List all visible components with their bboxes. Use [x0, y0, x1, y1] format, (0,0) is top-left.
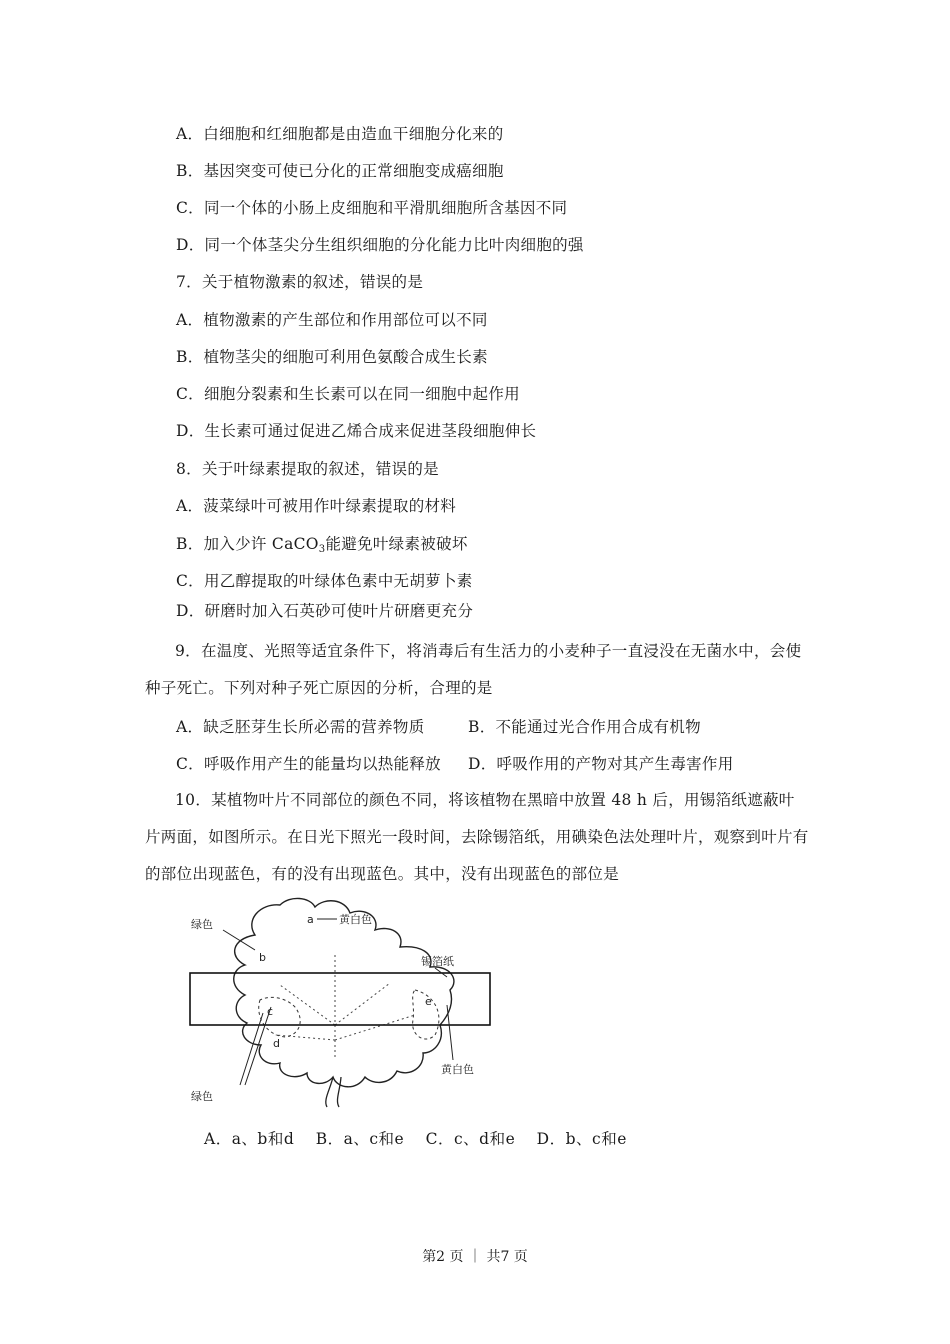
label-yellow-white-top: 黄白色	[339, 913, 372, 926]
q9-stem: 9．在温度、光照等适宜条件下，将消毒后有生活力的小麦种子一直浸没在无菌水中，会使种子死亡。下列对种子死亡原因的分析，合理的是	[145, 642, 802, 697]
label-yellow-white-right: 黄白色	[441, 1063, 474, 1076]
q7-stem: 7．关于植物激素的叙述，错误的是	[176, 273, 424, 291]
leaf-figure	[185, 895, 505, 1110]
q9-option-d: D．呼吸作用的产物对其产生毒害作用	[468, 755, 734, 773]
leaf-outline	[234, 898, 454, 1086]
q7-option-c: C．细胞分裂素和生长素可以在同一细胞中起作用	[176, 385, 520, 403]
q9-option-a: A．缺乏胚芽生长所必需的营养物质	[176, 718, 425, 736]
q8-option-d: D．研磨时加入石英砂可使叶片研磨更充分	[176, 602, 474, 620]
q6-option-d: D．同一个体茎尖分生组织细胞的分化能力比叶肉细胞的强	[176, 236, 584, 254]
q8-option-c: C．用乙醇提取的叶绿体色素中无胡萝卜素	[176, 572, 473, 590]
q10-options: A．a、b和d B．a、c和e C．c、d和e D．b、c和e	[204, 1130, 627, 1148]
q6-option-b: B．基因突变可使已分化的正常细胞变成癌细胞	[176, 162, 504, 180]
region-c-outline	[259, 997, 300, 1037]
q8-option-b: B．加入少许 CaCO$_3$能避免叶绿素被破坏	[176, 535, 468, 555]
tin-foil-strip	[190, 973, 490, 1025]
q9-option-c: C．呼吸作用产生的能量均以热能释放	[176, 755, 441, 773]
label-pointers	[223, 919, 453, 1085]
label-green-bottom: 绿色	[191, 1090, 213, 1103]
label-b: b	[259, 951, 266, 964]
label-c: c	[267, 1005, 274, 1018]
label-a: a	[307, 913, 314, 926]
label-green-top: 绿色	[191, 918, 213, 931]
q6-option-c: C．同一个体的小肠上皮细胞和平滑肌细胞所含基因不同	[176, 199, 568, 217]
page-footer: 第2 页 ｜ 共7 页	[422, 1249, 528, 1265]
q8-option-a: A．菠菜绿叶可被用作叶绿素提取的材料	[176, 497, 457, 515]
label-d: d	[273, 1037, 280, 1050]
q8-stem: 8．关于叶绿素提取的叙述，错误的是	[176, 460, 439, 478]
leaf-veins	[275, 955, 415, 1057]
q7-option-b: B．植物茎尖的细胞可利用色氨酸合成生长素	[176, 348, 488, 366]
q9-option-b: B．不能通过光合作用合成有机物	[468, 718, 701, 736]
label-e: e	[425, 995, 432, 1008]
q10-stem: 10．某植物叶片不同部位的颜色不同，将该植物在黑暗中放置 48 h 后，用锡箔纸遮蔽叶片两面，如图所示。在日光下照光一段时间，去除锡箔纸，用碘染色法处理叶片，观察到叶片有的部位出现蓝色，有的没有出现蓝色。其中，没有出现蓝色的部位是	[145, 791, 809, 883]
q7-option-a: A．植物激素的产生部位和作用部位可以不同	[176, 311, 488, 329]
label-tin-foil: 锡箔纸	[421, 955, 454, 968]
q6-option-a: A．白细胞和红细胞都是由造血干细胞分化来的	[176, 125, 504, 143]
q7-option-d: D．生长素可通过促进乙烯合成来促进茎段细胞伸长	[176, 422, 537, 440]
